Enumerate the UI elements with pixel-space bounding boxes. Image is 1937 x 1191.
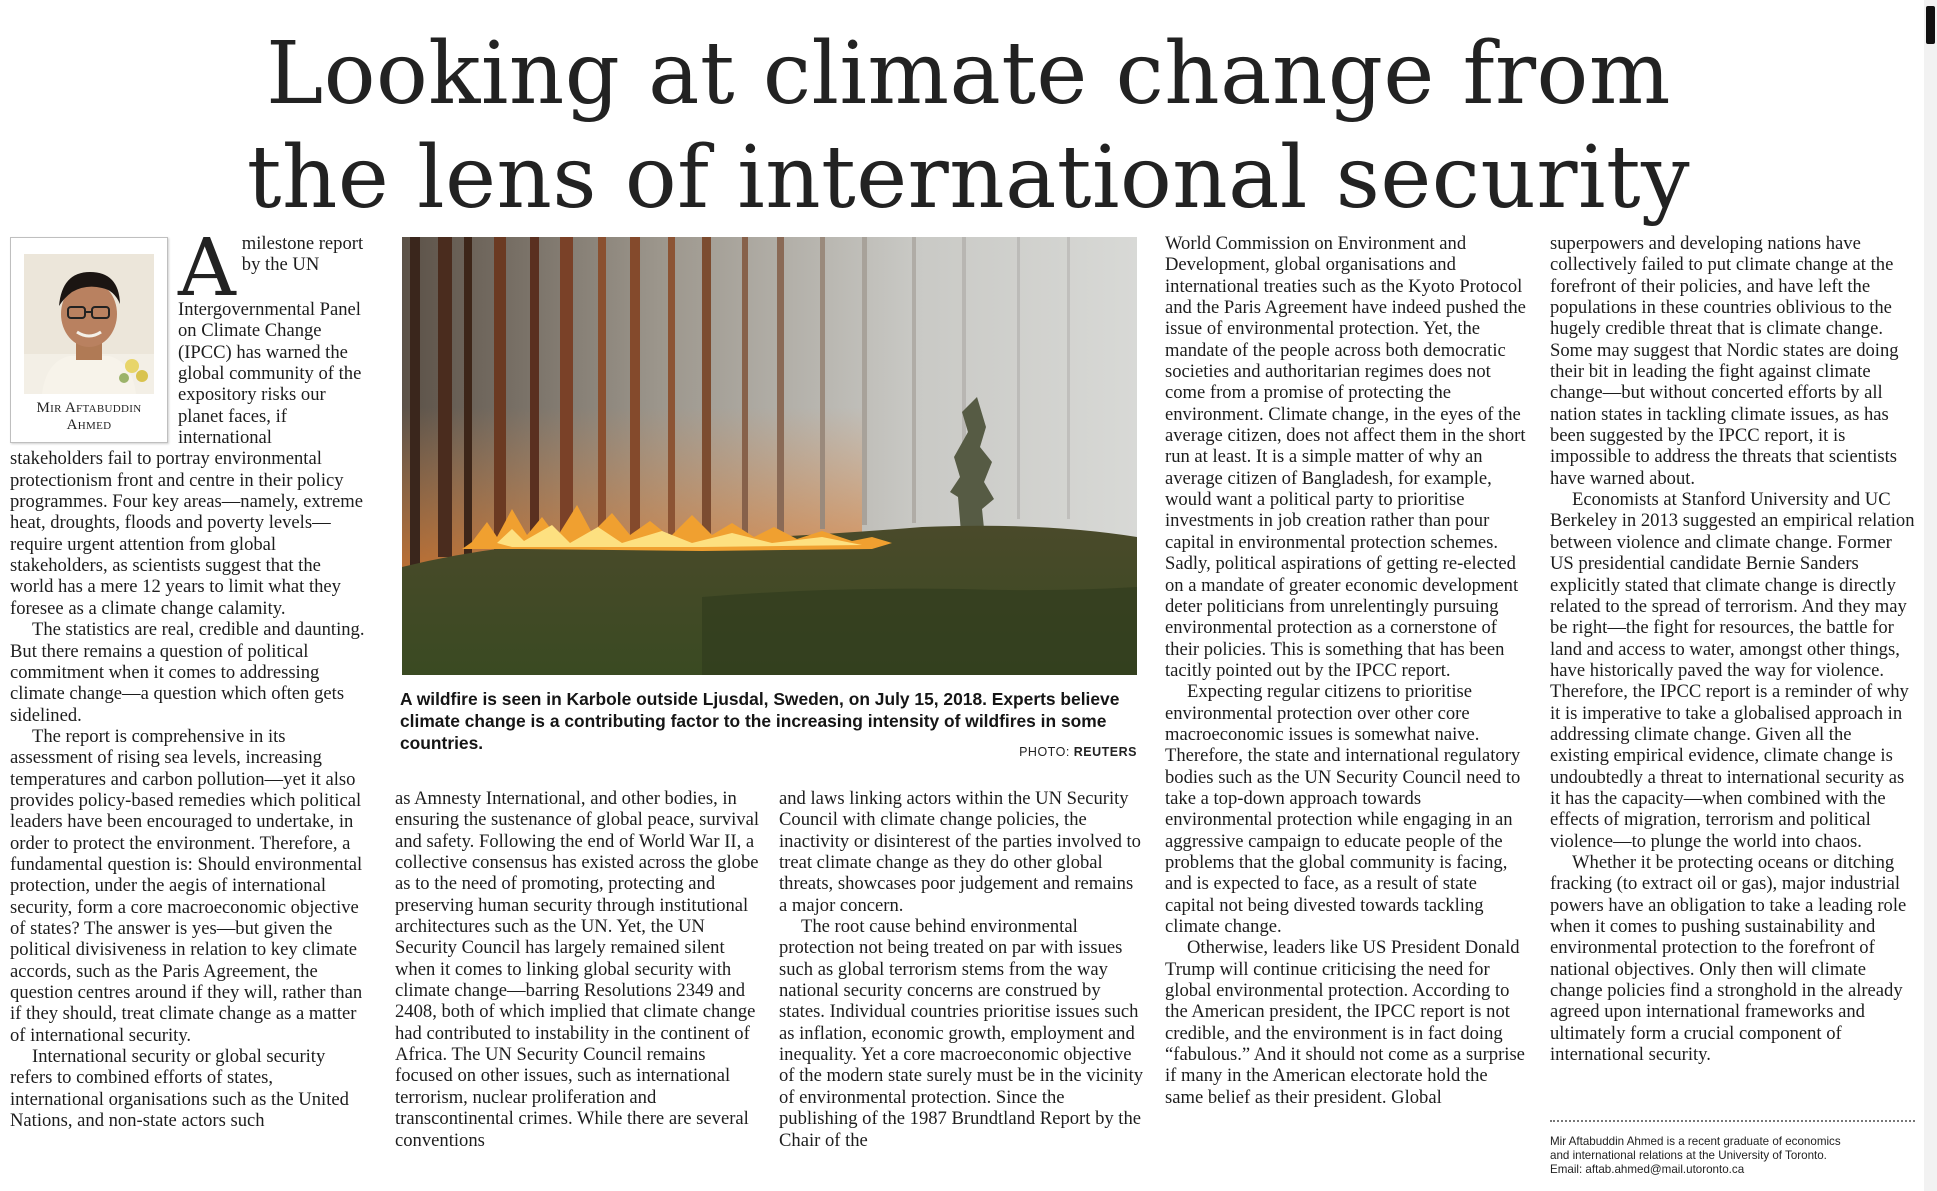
- author-name-line-1: Mir Aftabuddin: [36, 400, 142, 416]
- paragraph: Whether it be protecting oceans or ditching fracking (to extract oil or gas), major industrial powers have an obligation to take a leading role when it comes to pushing sustainability and environmental protection to the forefront of national objectives. Only then will climate change policies find a stronghold in the already agreed upon international frameworks and ultimately form a crucial component of international security.: [1550, 851, 1907, 1066]
- bio-line-2: and international relations at the University of Toronto.: [1550, 1149, 1827, 1162]
- wildfire-photo: [402, 237, 1137, 675]
- paragraph: Otherwise, leaders like US President Donald Trump will continue criticising the need for global environmental protection. According to the American president, the IPCC report is not credible, and the environment is in fact doing “fabulous.” And it should not come as a surprise if many in the American electorate hold the same belief as their president. Global: [1165, 937, 1525, 1108]
- article-column-2: [395, 788, 760, 1151]
- drop-cap: A: [178, 221, 236, 314]
- article-column-5: [1550, 233, 1915, 1065]
- paragraph: World Commission on Environment and Development, global organisations and international treaties such as the Kyoto Protocol and the Paris Agreement have indeed pushed the issue of environmental protection. Yet, the mandate of the people across both democratic societies and authoritarian regimes does not come from a promise of protecting the environment. Climate change, in the eyes of the average citizen, does not affect them in the short run at least. It is a simple matter of why an average citizen of Bangladesh, for example, would want a political party to prioritise investments in job creation rather than pour capital in environmental protection schemes. Sadly, political aspirations of getting re-elected on a mandate of greater economic development deter politicians from unrelentingly pursuing environmental protection as a cornerstone of their policies. This is something that has been tacitly pointed out by the IPCC report.: [1165, 233, 1526, 681]
- photo-credit-prefix: PHOTO:: [1019, 745, 1074, 759]
- photo-credit: [900, 745, 1137, 759]
- paragraph: International security or global security refers to combined efforts of states, international organisations such as the United Nations, and non-state actors such: [10, 1046, 349, 1132]
- author-name: [21, 400, 157, 434]
- scrollbar-thumb[interactable]: [1926, 6, 1935, 44]
- photo-credit-source: REUTERS: [1073, 745, 1137, 759]
- paragraph: Economists at Stanford University and UC Berkeley in 2013 suggested an empirical relation between violence and climate change. Former US presidential candidate Bernie Sanders explicitly stated that climate change is directly related to the spread of terrorism. And they may be right—the fight for resources, the battle for land and access to water, amongst other things, have historically paved the way for violence. Therefore, the IPCC report is a reminder of why it is imperative to take a globalised approach in addressing climate change. Given all the existing empirical evidence, climate change is undoubtedly a threat to international security as it has the capacity—when combined with the effects of migration, terrorism and political violence—to plunge the world into chaos.: [1550, 489, 1915, 852]
- article-column-4: [1165, 233, 1527, 1108]
- author-box: [10, 237, 168, 443]
- paragraph: The root cause behind environmental protection not being treated on par with issues such as global terrorism stems from the way national security concerns are construed by states. Individual countries prioritise issues such as inflation, economic growth, employment and inequality. Yet a core macroeconomic objective of the modern state surely must be in the vicinity of environmental protection. Since the publishing of the 1987 Brundtland Report by the Chair of the: [779, 916, 1144, 1151]
- bio-divider: [1550, 1120, 1915, 1122]
- headline-line-1: Looking at climate change from: [266, 24, 1671, 124]
- photo-caption: A wildfire is seen in Karbole outside Ljusdal, Sweden, on July 15, 2018. Experts believe climate change is a contributing factor to the increasing intensity of wildfires in some countries.: [400, 689, 1120, 753]
- bio-line-1: Mir Aftabuddin Ahmed is a recent graduate of economics: [1550, 1135, 1841, 1148]
- paragraph: and laws linking actors within the UN Security Council with climate change policies, the inactivity or disinterest of the parties involved to treat climate change as they do other global threats, showcases poor judgement and remains a major concern.: [779, 788, 1141, 916]
- headline-line-2: the lens of international security: [246, 128, 1691, 228]
- headline: [0, 22, 1937, 230]
- paragraph: The report is comprehensive in its assessment of rising sea levels, increasing temperatures and carbon pollution—yet it also provides policy-based remedies which political leaders have been encouraged to undertake, in order to protect the environment. Therefore, a fundamental question is: Should environmental protection, under the aegis of international security, form a core macroeconomic objective of states? The answer is yes—but given the political divisiveness in relation to key climate accords, such as the Paris Agreement, the question centres around if they will, rather than if they should, treat climate change as a matter of international security.: [10, 725, 363, 1046]
- bio-line-3: Email: aftab.ahmed@mail.utoronto.ca: [1550, 1163, 1745, 1176]
- paragraph: as Amnesty International, and other bodies, in ensuring the sustenance of global peace, survival and safety. Following the end of World War II, a collective consensus has existed across the globe as to the need of promoting, protecting and preserving human security through institutional architectures such as the UN. Yet, the UN Security Council has largely remained silent when it comes to linking global security with climate change—barring Resolutions 2349 and 2408, both of which implied that climate change had contributed to instability in the continent of Africa. The UN Security Council remains focused on other issues, such as international terrorism, nuclear proliferation and transcontinental crimes. While there are several conventions: [395, 788, 760, 1151]
- article-column-1: [10, 221, 367, 1132]
- paragraph: milestone report by the UN Intergovernmental Panel on Climate Change (IPCC) has warned the global community of the expository risks our planet faces, if international stakeholders fail to portray environmental protectionism front and centre in their policy programmes. Four key areas—namely, extreme heat, droughts, floods and poverty levels—require urgent attention from global stakeholders, as scientists suggest that the world has a mere 12 years to limit what they foresee as a climate change calamity.: [10, 233, 364, 619]
- paragraph: superpowers and developing nations have collectively failed to put climate change at the forefront of their policies, and have left the populations in these countries oblivious to the hugely credible threat that is climate change. Some may suggest that Nordic states are doing their bit in leading the fight against climate change—but without concerted efforts by all nation states in tackling climate issues, as has been suggested by the IPCC report, it is impossible to address the threats that scientists have warned about.: [1550, 233, 1899, 489]
- author-bio: [1550, 1135, 1920, 1177]
- article-column-3: [779, 788, 1144, 1151]
- paragraph: The statistics are real, credible and daunting. But there remains a question of political commitment when it comes to addressing climate change—a question which often gets sidelined.: [10, 619, 365, 726]
- author-name-line-2: Ahmed: [66, 417, 112, 433]
- scrollbar[interactable]: [1924, 0, 1937, 1191]
- author-photo: [24, 254, 154, 394]
- paragraph: Expecting regular citizens to prioritise environmental protection over other core macroeconomic issues is somewhat naive. Therefore, the state and international regulatory bodies such as the UN Security Council need to take a top-down approach towards environmental protection while engaging in an aggressive campaign to educate people of the problems that the global community is facing, and is expected to face, as a result of state capital not being divested towards tackling climate change.: [1165, 681, 1521, 937]
